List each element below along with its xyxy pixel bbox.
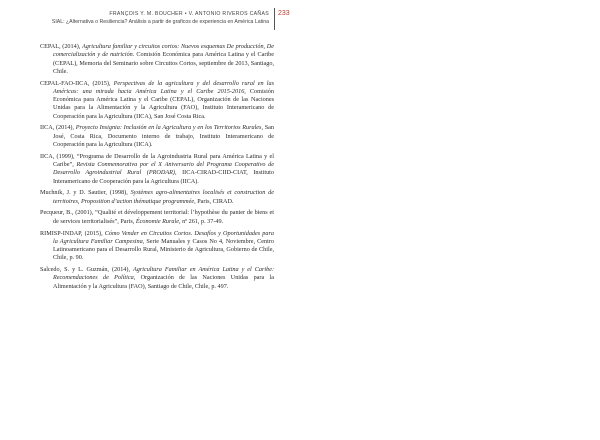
reference-title: Perspectivas de la agricultura y del desarrollo rural en las Américas: una mirada hacia América Latina y el Caribe 2015-2016,	[53, 79, 274, 95]
header-authors: FRANÇOIS Y. M. BOUCHER • V. ANTONIO RIVEROS CAÑAS	[109, 11, 269, 17]
reference-text: IICA, (1999), “Programa de Desarrollo de la Agroindustria Rural para América Latina y el Caribe”,	[40, 152, 274, 169]
reference-text: nº 261, p. 37-49.	[180, 217, 224, 225]
reference-title: Proyecto Insignia: Inclusión en la Agricultura y en los Territorios Rurales,	[75, 124, 263, 132]
reference-text: San José, Costa Rica, Documento interno de trabajo, Instituto Interamericano de Cooperación para la Agricultura (IICA).	[53, 124, 274, 148]
reference-title: Cómo Vender en Circuitos Cortos. Desafíos y Oportunidades para la Agricultura Familiar Campesina,	[53, 229, 274, 245]
header-divider	[274, 8, 275, 30]
reference-text: Serie Manuales y Casos No 4, Noviembre, Centro Latinoamericano para el Desarrollo Rural, Ministerio de Agricultura, Gobierno de Chile, Chile, p. 90.	[53, 237, 274, 262]
reference-text: Comisión Económica para América Latina y el Caribe (CEPAL), Memoria del Seminario sobre Circuitos Cortos, septiembre de 2013, Santiago, Chile.	[53, 51, 274, 75]
reference-text: CEPAL, (2014),	[40, 43, 83, 50]
reference-entry	[40, 153, 274, 186]
reference-text: Organización de las Naciones Unidas para la Alimentación y la Agricultura (FAO), Santiago de Chile, Chile, p. 497.	[53, 274, 274, 290]
reference-text: Paris, CIRAD.	[195, 197, 234, 205]
reference-text: CEPAL-FAO-IICA, (2015),	[40, 79, 114, 87]
reference-entry	[40, 266, 274, 291]
reference-entry	[40, 124, 274, 149]
reference-entry	[40, 209, 274, 226]
reference-title: Économie Rurale,	[135, 217, 181, 225]
reference-entry	[40, 43, 274, 76]
reference-list	[40, 43, 274, 295]
reference-text: RIMISP-INDAP, (2015),	[40, 229, 105, 237]
reference-title: Agricultura Familiar en América Latina y el Caribe: Recomendaciones de Política,	[53, 266, 275, 282]
page-header	[0, 0, 600, 40]
reference-title: Agricultura familiar y circuitos cortos: Nuevos esquemas De producción, De comercialización y de nutrición.	[53, 43, 274, 59]
reference-text: Muchnik, J. y D. Sautier, (1998),	[40, 189, 131, 197]
page-number: 233	[278, 10, 290, 17]
reference-entry	[40, 189, 274, 206]
reference-title: Revista Conmemorativa por el X Aniversario del Programa Cooperativo de Desarrollo Agroindustrial Rural (PRODAR),	[53, 161, 274, 177]
reference-text: IICA, (2014),	[40, 124, 76, 132]
reference-text: Salcedo, S. y L. Guzmán, (2014),	[40, 266, 133, 274]
reference-text: IICA-CIRAD-CIID-CIAT, Instituto Interamericano de Cooperación para la Agricultura (IICA).	[53, 169, 274, 185]
reference-text: Comisión Económica para América Latina y el Caribe (CEPAL), Organización de las Naciones Unidas para la Alimentación y la Agricultura (FAO), Instituto Interamericano de Cooperación para la Agricultura (IICA), San José Costa Rica.	[53, 87, 274, 120]
reference-entry	[40, 230, 274, 263]
header-title: SIAL: ¿Alternativa o Resiliencia? Análisis a partir de graficos de experiencia en América Latina	[51, 19, 269, 25]
reference-text: Pecqueur, B., (2001), “Qualité et développement territorial: l’hypothèse du panier de biens et de services territorialisés”, Paris,	[40, 209, 274, 225]
reference-title: Systèmes agro-alimentaires localisés et construction de territoires, Proposition d’action thématique programmée,	[53, 189, 274, 205]
reference-entry	[40, 80, 274, 121]
